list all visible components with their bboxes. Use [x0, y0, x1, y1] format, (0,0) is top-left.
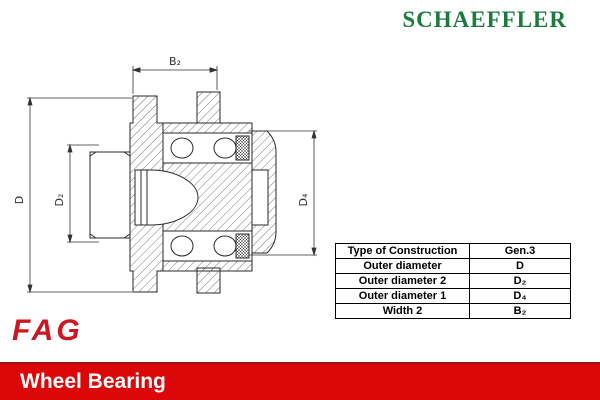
- page-title: Wheel Bearing: [20, 370, 166, 393]
- table-row: [336, 259, 571, 274]
- outer-ring-bore: [252, 170, 268, 225]
- dim-label-d2: D₂: [53, 193, 66, 207]
- spec-label: Type of Construction: [336, 244, 470, 259]
- spec-label: Width 2: [336, 304, 470, 319]
- upper-seal: [236, 136, 249, 160]
- dim-label-b2: B₂: [169, 55, 181, 68]
- spec-value: D₂: [470, 274, 571, 289]
- spec-table: [335, 243, 571, 319]
- spec-value: D₄: [470, 289, 571, 304]
- spec-label: Outer diameter 1: [336, 289, 470, 304]
- lower-seal: [236, 234, 249, 258]
- hub-geometry: [90, 92, 276, 293]
- bearing-cross-section-drawing: [5, 52, 335, 312]
- schaeffler-logo: SCHAEFFLER: [402, 7, 567, 32]
- ball: [214, 236, 236, 256]
- spec-value: Gen.3: [470, 244, 571, 259]
- ball: [171, 138, 193, 158]
- dim-label-d4: D₄: [297, 193, 310, 207]
- spec-value: B₂: [470, 304, 571, 319]
- spec-label: Outer diameter: [336, 259, 470, 274]
- footer-bar: [0, 362, 600, 400]
- table-row: [336, 289, 571, 304]
- spec-label: Outer diameter 2: [336, 274, 470, 289]
- dim-label-d: D: [13, 195, 26, 205]
- spec-value: D: [470, 259, 571, 274]
- pilot-cylinder: [90, 152, 130, 238]
- table-row: [336, 304, 571, 319]
- outer-flange-bottom-section: [197, 268, 220, 293]
- table-row: [336, 244, 571, 259]
- table-row: [336, 274, 571, 289]
- ball: [171, 236, 193, 256]
- fag-logo: FAG: [12, 314, 83, 347]
- ball: [214, 138, 236, 158]
- outer-flange-top-section: [197, 92, 220, 123]
